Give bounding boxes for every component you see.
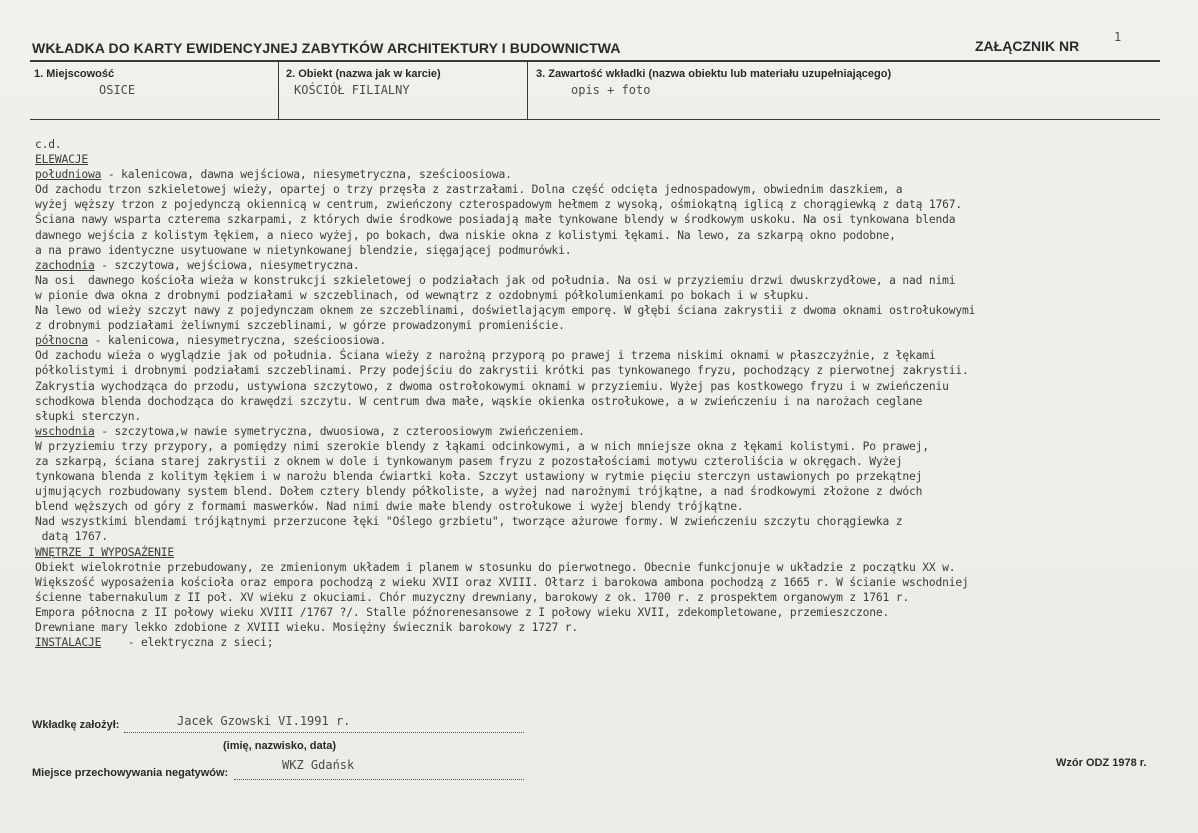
body-text-run: z drobnymi podziałami żeliwnymi szczeblinami, w górze prowadzonymi promieniście. <box>35 319 565 333</box>
body-line <box>35 288 1190 303</box>
field-content-value: opis + foto <box>571 83 651 97</box>
author-dotted-line <box>124 732 524 733</box>
field-locality-value: OSICE <box>99 83 136 97</box>
body-text-run: za szkarpą, ściana starej zakrystii z oknem w dole i tynkowanym pasem fryzu z pozostałościami motywu czteroliścia w okręgach. Wyżej <box>35 454 903 468</box>
field-content-label: 3. Zawartość wkładki (nazwa obiektu lub materiału uzupełniającego) <box>536 68 892 80</box>
body-text-run: schodkowa blenda dochodząca do krawędzi szczytu. W centrum dwa małe, wąskie okienka ostrołukowe, a w zwieńczeniu i na narożach ceglane <box>35 394 923 408</box>
field-object-label: 2. Obiekt (nazwa jak w karcie) <box>286 68 441 80</box>
body-line <box>35 212 1190 227</box>
form-pattern: Wzór ODZ 1978 r. <box>1056 757 1147 769</box>
top-rule <box>30 60 1160 62</box>
body-line <box>35 454 1190 469</box>
section-heading: południowa <box>35 168 102 182</box>
body-line <box>35 273 1190 288</box>
body-text-run: c.d. <box>35 138 62 151</box>
body-text-run: Drewniane mary lekko zdobione z XVIII wieku. Mosiężny świecznik barokowy z 1727 r. <box>35 621 578 634</box>
body-line <box>35 424 1190 439</box>
annex-number: 1 <box>1114 30 1122 44</box>
body-line <box>35 197 1190 212</box>
negatives-dotted-line <box>234 779 524 780</box>
body-text-run: półkolistymi i drobnymi podziałami szczeblinami. Przy podejściu do zakrystii krótki pas tynkowanego fryzu, pochodzący z pierwotnej zakrystii. <box>35 364 969 378</box>
body-text-run: datą 1767. <box>35 530 108 544</box>
body-text-run: ujmujących rozbudowany system blend. Dołem cztery blendy półkoliste, a wyżej nad narożnymi trójkątne, a nad środkowymi złożone z dwóch <box>35 485 923 499</box>
body-text-run: Ściana nawy wsparta czterema szkarpami, z których dwie środkowe posiadają małe tynkowane blendy w środkowym uskoku. Na osi tynkowana blenda <box>35 213 956 227</box>
body-line <box>35 363 1190 378</box>
body-text-run: dawnego wejścia z kolistym łękiem, a nieco wyżej, po bokach, dwa niskie okna z kolistymi łękami. Na lewo, za szkarpą okno podobne, <box>35 228 896 242</box>
body-line <box>35 620 1190 635</box>
body-text-run: - szczytowa, wejściowa, niesymetryczna. <box>94 258 360 272</box>
body-line <box>35 560 1190 575</box>
body-text-run: - szczytowa,w nawie symetryczna, dwuosiowa, z czteroosiowym zwieńczeniem. <box>94 424 585 438</box>
body-line <box>35 243 1190 258</box>
body-text-run: wyżej węższy trzon z pojedynczą okiennicą w centrum, zwieńczony czterospadowym hełmem z wysoką, ośmiokątną iglicą z chorągiewką z datą 1767. <box>35 198 962 212</box>
body-text-run: Od zachodu trzon szkieletowej wieży, opartej o trzy przęsła z zastrzałami. Dolna część odcięta jednospadowym, obwiednim daszkiem, a <box>35 183 903 197</box>
body-line <box>35 394 1190 409</box>
body-line <box>35 590 1190 605</box>
body-line <box>35 529 1190 544</box>
body-line <box>35 545 1190 560</box>
body-line <box>35 409 1190 424</box>
field-object-value: KOŚCIÓŁ FILIALNY <box>294 83 410 97</box>
annex-label: ZAŁĄCZNIK NR <box>975 38 1080 54</box>
body-text-run: - kalenicowa, niesymetryczna, sześcioosiowa. <box>87 334 386 348</box>
body-line <box>35 348 1190 363</box>
section-heading: ELEWACJE <box>35 153 88 167</box>
body-line <box>35 137 1190 152</box>
body-text-run: w pionie dwa okna z drobnymi podziałami w szczeblinach, od wewnątrz z ozdobnymi półkolumienkami po bokach i w słupku. <box>35 288 810 302</box>
body-text-run: tynkowana blenda z kolitym łękiem i w narożu blenda ćwiartki koła. Szczyt ustawiony w rytmie pięciu sterczyn ustawionych po przekątnej <box>35 470 923 484</box>
section-heading: INSTALACJE <box>35 636 102 650</box>
field-divider-2 <box>527 60 528 120</box>
body-text-run: słupki sterczyn. <box>35 409 141 423</box>
body-text-run: blend węższych od góry z formami maswerków. Nad nimi dwie małe blendy ostrołukowe i wyżej blendy trójkątne. <box>35 500 744 514</box>
body-line <box>35 514 1190 529</box>
body-line <box>35 182 1190 197</box>
body-text-run: a na prawo identyczne usytuowane w nietynkowanej blendzie, sięgającej podmurówki. <box>35 243 572 257</box>
body-line <box>35 605 1190 620</box>
body-line <box>35 228 1190 243</box>
body-line <box>35 258 1190 273</box>
body-text-run: - elektryczna z sieci; <box>101 636 274 650</box>
section-heading: północna <box>35 334 88 348</box>
author-hint: (imię, nazwisko, data) <box>223 740 337 752</box>
description-body <box>35 137 1190 650</box>
body-text-run: Na lewo od wieży szczyt nawy z pojedynczam oknem ze szczeblinami, doświetlającym emporę. W głębi ściana zakrystii z dwoma oknami ostrołukowymi <box>35 304 976 318</box>
negatives-value: WKZ Gdańsk <box>282 758 355 772</box>
body-line <box>35 575 1190 590</box>
body-line <box>35 318 1190 333</box>
field-divider-1 <box>278 60 279 120</box>
section-heading: wschodnia <box>35 424 95 438</box>
body-text-run: ścienne tabernakulum z II poł. XV wieku z okuciami. Chór muzyczny drewniany, barokowy z ok. 1700 r. z prospektem organowym z 1761 r. <box>35 590 910 604</box>
body-text-run: Nad wszystkimi blendami trójkątnymi przerzucone łęki "Oślego grzbietu", tworzące ażurowe formy. W zwieńczeniu szczytu chorągiewka z <box>35 515 903 529</box>
body-text-run: Zakrystia wychodząca do przodu, ustywiona szczytowo, z dwoma ostrołokowymi oknami w przyziemiu. Wyżej pas kostkowego fryzu i w zwieńczeniu <box>35 379 949 393</box>
body-text-run: Większość wyposażenia kościoła oraz empora pochodzą z wieku XVII oraz XVIII. Ołtarz i barokowa ambona pochodzą z 1665 r. W ścianie wschodniej <box>35 575 969 589</box>
body-line <box>35 152 1190 167</box>
author-label: Wkładkę założył: <box>32 719 120 731</box>
section-heading: WNĘTRZE I WYPOSAŻENIE <box>35 545 175 559</box>
body-text-run: - kalenicowa, dawna wejściowa, niesymetryczna, sześcioosiowa. <box>101 168 512 182</box>
body-line <box>35 439 1190 454</box>
body-line <box>35 635 1190 650</box>
body-text-run: Obiekt wielokrotnie przebudowany, ze zmienionym układem i planem w stosunku do pierwotnego. Obecnie funkcjonuje w układzie z początku XX w. <box>35 560 956 574</box>
body-text-run: Empora północna z II połowy wieku XVIII /1767 ?/. Stalle późnorenesansowe z I połowy wieku XVII, zdekompletowane, przemieszczone. <box>35 605 890 619</box>
body-line <box>35 167 1190 182</box>
form-title: WKŁADKA DO KARTY EWIDENCYJNEJ ZABYTKÓW ARCHITEKTURY I BUDOWNICTWA <box>32 40 621 56</box>
negatives-label: Miejsce przechowywania negatywów: <box>32 767 229 779</box>
section-heading: zachodnia <box>35 258 95 272</box>
body-text-run: Na osi dawnego kościoła wieża w konstrukcji szkieletowej o podziałach jak od południa. Na osi w przyziemiu drzwi dwuskrzydłowe, a nad nimi <box>35 273 956 287</box>
fields-bottom-rule <box>30 119 1160 120</box>
body-line <box>35 333 1190 348</box>
author-value: Jacek Gzowski VI.1991 r. <box>177 714 351 728</box>
body-line <box>35 303 1190 318</box>
body-line <box>35 499 1190 514</box>
body-text-run: W przyziemiu trzy przypory, a pomiędzy nimi szerokie blendy z łąkami odcinkowymi, a w nich mniejsze okna z łękami kolistymi. Po prawej, <box>35 439 929 453</box>
body-line <box>35 484 1190 499</box>
body-line <box>35 469 1190 484</box>
field-locality-label: 1. Miejscowość <box>34 68 115 80</box>
body-text-run: Od zachodu wieża o wyglądzie jak od południa. Ściana wieży z narożną przyporą po prawej i trzema niskimi oknami w płaszczyźnie, z łękami <box>35 349 936 363</box>
body-line <box>35 379 1190 394</box>
